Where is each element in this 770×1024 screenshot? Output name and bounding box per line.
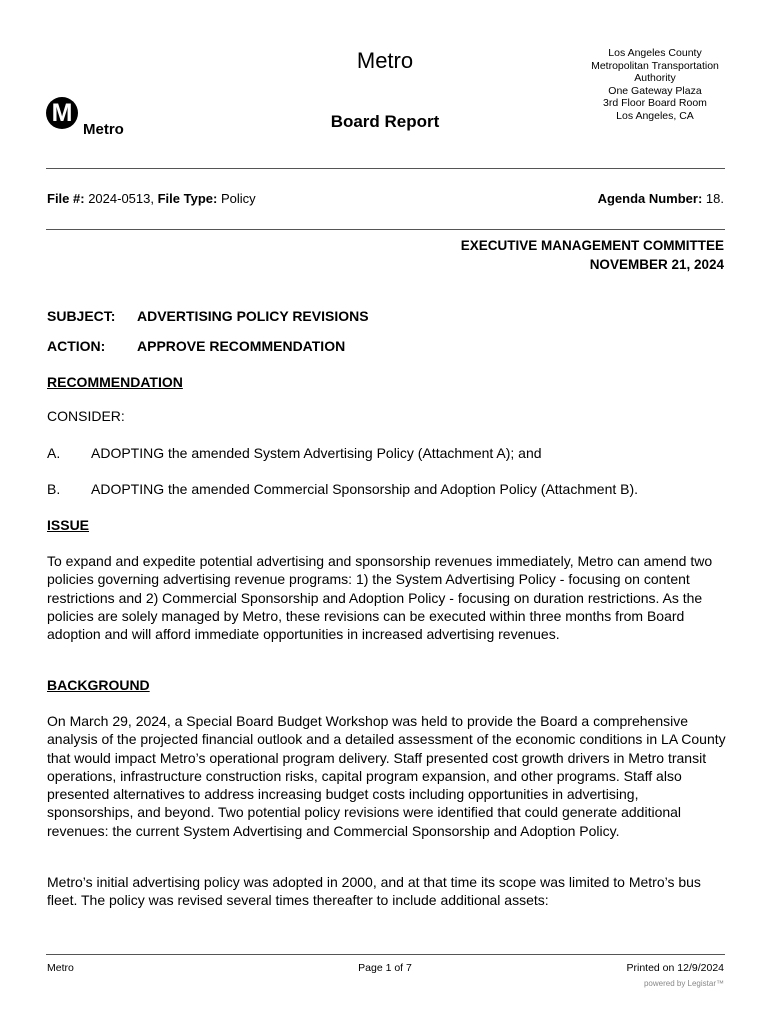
agenda-number: 18. — [705, 191, 724, 206]
recommendation-item-label: B. — [47, 481, 61, 497]
address-line: Authority — [634, 72, 676, 85]
file-number: 2024-0513, — [88, 191, 154, 206]
agenda-label: Agenda Number: — [597, 191, 703, 206]
action-label: ACTION: — [47, 338, 106, 354]
footer-org: Metro — [47, 962, 74, 974]
issue-paragraph: To expand and expedite potential advertising and sponsorship revenues immediately, Metro can amend two policies governing advertising revenue programs: 1) the System Advertising Policy - focusing on content restrictions and 2) Commercial Sponsorship and Adoption Policy - focusing on duration restrictions. As the policies are solely managed by Metro, these revisions can be executed within three months from Board adoption and will afford immediate opportunities in increased advertising revenues. — [47, 553, 713, 643]
recommendation-item-text: ADOPTING the amended System Advertising Policy (Attachment A); and — [91, 445, 542, 461]
subject-value: ADVERTISING POLICY REVISIONS — [137, 308, 369, 324]
background-paragraph: Metro’s initial advertising policy was adopted in 2000, and at that time its scope was limited to Metro’s bus fleet. The policy was revised several times thereafter to include additional assets: — [47, 874, 701, 909]
document-subtitle: Board Report — [330, 112, 440, 131]
recommendation-item-label: A. — [47, 445, 61, 461]
metro-logo-text: Metro — [83, 121, 124, 138]
committee-block — [300, 236, 724, 274]
file-type-label: File Type: — [157, 191, 218, 206]
address-line: One Gateway Plaza — [608, 84, 702, 97]
committee-date: NOVEMBER 21, 2024 — [589, 257, 724, 272]
page-number: Page 1 of 7 — [358, 962, 412, 974]
background-heading: BACKGROUND — [47, 677, 150, 693]
action-value: APPROVE RECOMMENDATION — [137, 338, 346, 354]
file-label: File #: — [47, 191, 85, 206]
agenda-info — [400, 191, 724, 206]
committee-name: EXECUTIVE MANAGEMENT COMMITTEE — [460, 238, 724, 253]
recommendation-heading: RECOMMENDATION — [47, 374, 183, 390]
meta-divider — [46, 229, 725, 230]
subject-label: SUBJECT: — [47, 308, 116, 324]
header-divider — [46, 168, 725, 169]
powered-by: powered by Legistar™ — [643, 979, 724, 988]
address-line: Metropolitan Transportation — [591, 59, 719, 72]
address-line: 3rd Floor Board Room — [603, 97, 707, 110]
recommendation-item-text: ADOPTING the amended Commercial Sponsorship and Adoption Policy (Attachment B). — [91, 481, 639, 497]
file-type: Policy — [220, 191, 256, 206]
recommendation-intro: CONSIDER: — [47, 408, 125, 424]
printed-date: Printed on 12/9/2024 — [626, 962, 724, 974]
file-info — [47, 191, 256, 206]
address-block — [560, 47, 750, 123]
metro-logo-icon: M — [46, 97, 78, 129]
issue-heading: ISSUE — [47, 517, 90, 533]
background-paragraph: On March 29, 2024, a Special Board Budget Workshop was held to provide the Board a comprehensive analysis of the projected financial outlook and a detailed assessment of the economic conditions in LA County that would impact Metro’s operational program delivery. Staff presented cost growth drivers in Metro transit operations, infrastructure construction risks, capital program expansion, and other programs. Staff also presented alternatives to address increasing budget costs including opportunities in advertising, sponsorships, and beyond. Two potential policy revisions were identified that could generate additional revenues: the current System Advertising and Commercial Sponsorship and Adoption Policy. — [47, 713, 726, 839]
address-line: Los Angeles, CA — [616, 109, 694, 122]
address-line: Los Angeles County — [608, 47, 702, 59]
document-title: Metro — [356, 48, 414, 73]
footer-divider — [46, 954, 725, 955]
